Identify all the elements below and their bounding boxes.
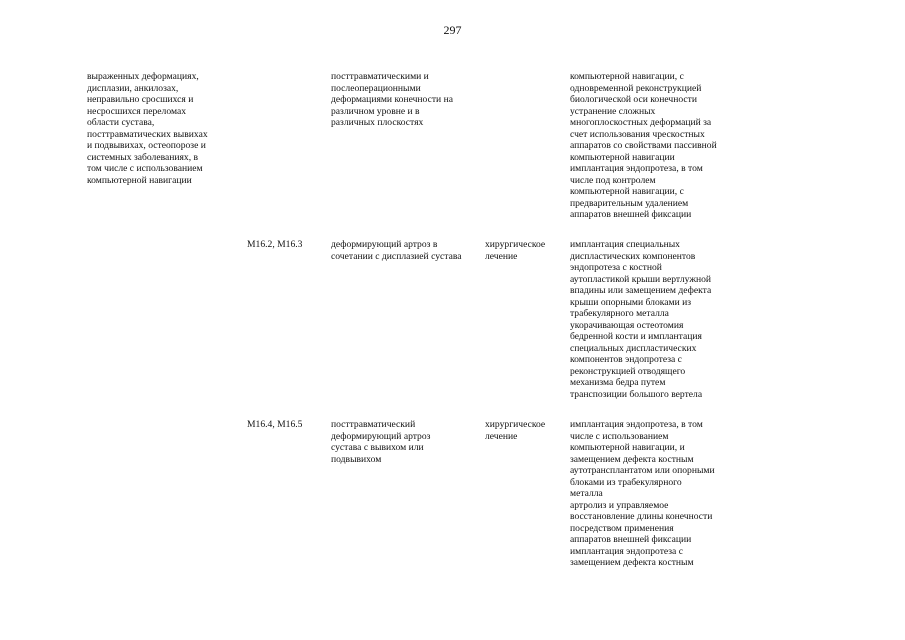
row-2-model-cell: деформирующий артроз в сочетании с дисплазией сустава	[331, 239, 462, 262]
row-3-model-cell: посттравматический деформирующий артроз сустава с вывихом или подвывихом	[331, 419, 431, 465]
row-1-diagnosis-cell: выраженных деформациях, дисплазии, анкилозах, неправильно сросшихся и несросшихся переломах области сустава, посттравматических вывихах и подвывихах, остеопорозе и системных заболеваниях, в том числе с использованием компьютерной навигации	[87, 71, 208, 186]
row-1-model-cell: посттравматическими и послеоперационными деформациями конечности на различном уровне и в различных плоскостях	[331, 71, 453, 128]
row-2-method-cell: имплантация специальных диспластических компонентов эндопротеза с костной аутопластикой крыши вертлужной впадины или замещением дефекта крыши опорными блоками из трабекулярного металла укорачивающая остеотомия бедренной кости и имплантация специальных диспластических компонентов эндопротеза с реконструкцией отводящего механизма бедра путем транспозиции большого вертела	[570, 239, 712, 400]
row-1-method-cell: компьютерной навигации, с одновременной реконструкцией биологической оси конечности устранение сложных многоплоскостных деформаций за счет использования чрескостных аппаратов со свойствами пассивной компьютерной навигации имплантация эндопротеза, в том числе под контролем компьютерной навигации, с предварительным удалением аппаратов внешней фиксации	[570, 71, 717, 220]
row-3-method-cell: имплантация эндопротеза, в том числе с использованием компьютерной навигации, и замещением дефекта костным аутотрансплантатом или опорными блоками из трабекулярного металла артролиз и управляемое восстановление длины конечности посредством применения аппаратов внешней фиксации имплантация эндопротеза с замещением дефекта костным	[570, 419, 715, 568]
page-number: 297	[443, 23, 462, 37]
row-2-treatment-cell: хирургическое лечение	[485, 239, 546, 262]
row-2-codes-cell: M16.2, M16.3	[247, 239, 303, 250]
row-3-treatment-cell: хирургическое лечение	[485, 419, 546, 442]
row-3-codes-cell: M16.4, M16.5	[247, 419, 303, 430]
